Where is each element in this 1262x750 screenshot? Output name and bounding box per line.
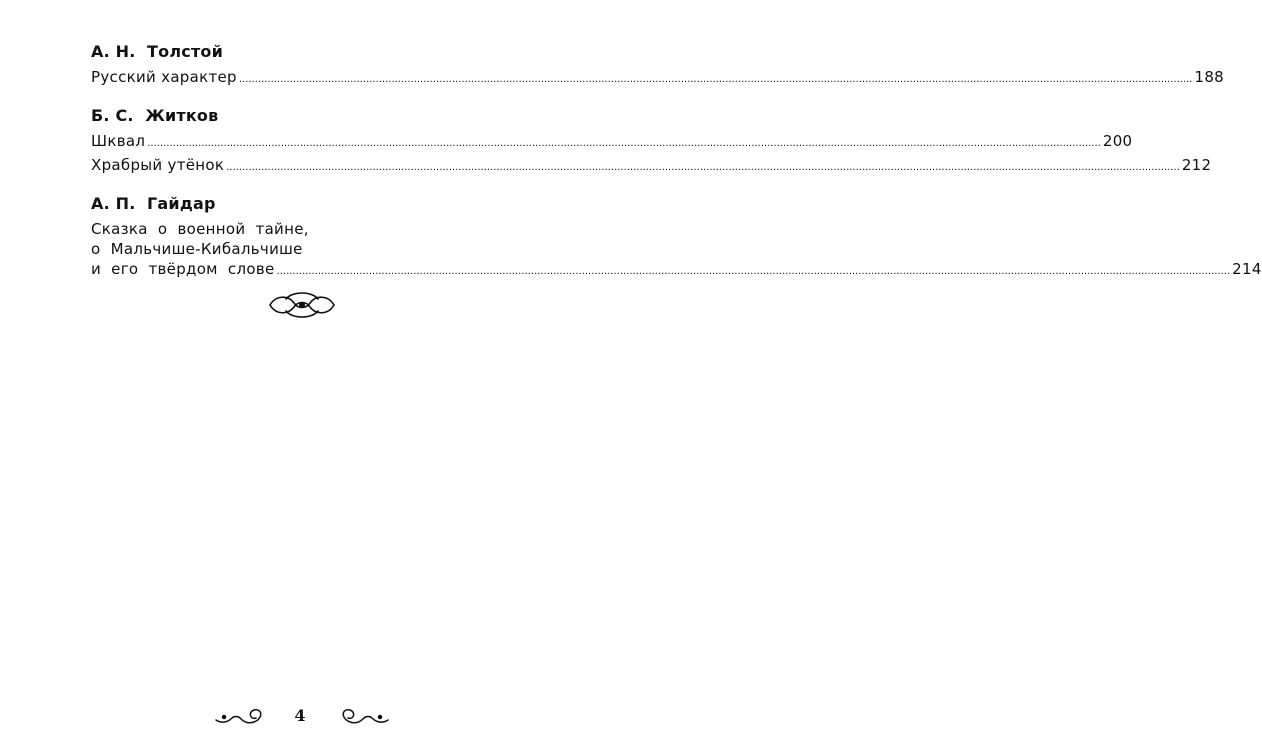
entry-title: Русский характер <box>91 68 237 86</box>
toc-entry <box>91 155 1212 178</box>
dot-leader: ............................................................................................................................................................................................................................................................................................................ <box>276 266 1231 277</box>
toc-section-zhitkov <box>91 106 1212 178</box>
author-name: А. П. Гайдар <box>91 194 216 213</box>
toc-section-gaidar <box>91 194 1262 282</box>
swirl-right-icon <box>334 704 390 728</box>
flourish-ornament-icon <box>266 287 338 323</box>
toc-entry <box>91 259 1262 282</box>
dot-leader: ............................................................................................................................................................................................................................................................................................................ <box>226 162 1180 173</box>
page-number: 4 <box>294 706 306 725</box>
toc-entry <box>91 131 1133 154</box>
table-of-contents <box>91 42 1262 298</box>
swirl-left-icon <box>214 704 270 728</box>
entry-title-line: Сказка о военной тайне, <box>91 220 309 238</box>
toc-section-tolstoy <box>91 42 1225 90</box>
entry-title: Храбрый утёнок <box>91 156 225 174</box>
toc-entry <box>91 67 1225 90</box>
entry-page: 200 <box>1102 132 1133 150</box>
dot-leader: ............................................................................................................................................................................................................................................................................................................ <box>238 74 1193 85</box>
entry-page: 188 <box>1194 68 1225 86</box>
entry-title: и его твёрдом слове <box>91 260 275 278</box>
entry-title-line: о Мальчише-Кибальчише <box>91 240 303 258</box>
dot-leader: ............................................................................................................................................................................................................................................................................................................ <box>147 138 1101 149</box>
entry-page: 214 <box>1232 260 1262 278</box>
entry-title: Шквал <box>91 132 146 150</box>
page-footer <box>0 700 600 730</box>
author-name: Б. С. Житков <box>91 106 219 125</box>
author-name: А. Н. Толстой <box>91 42 224 61</box>
entry-page: 212 <box>1181 156 1212 174</box>
